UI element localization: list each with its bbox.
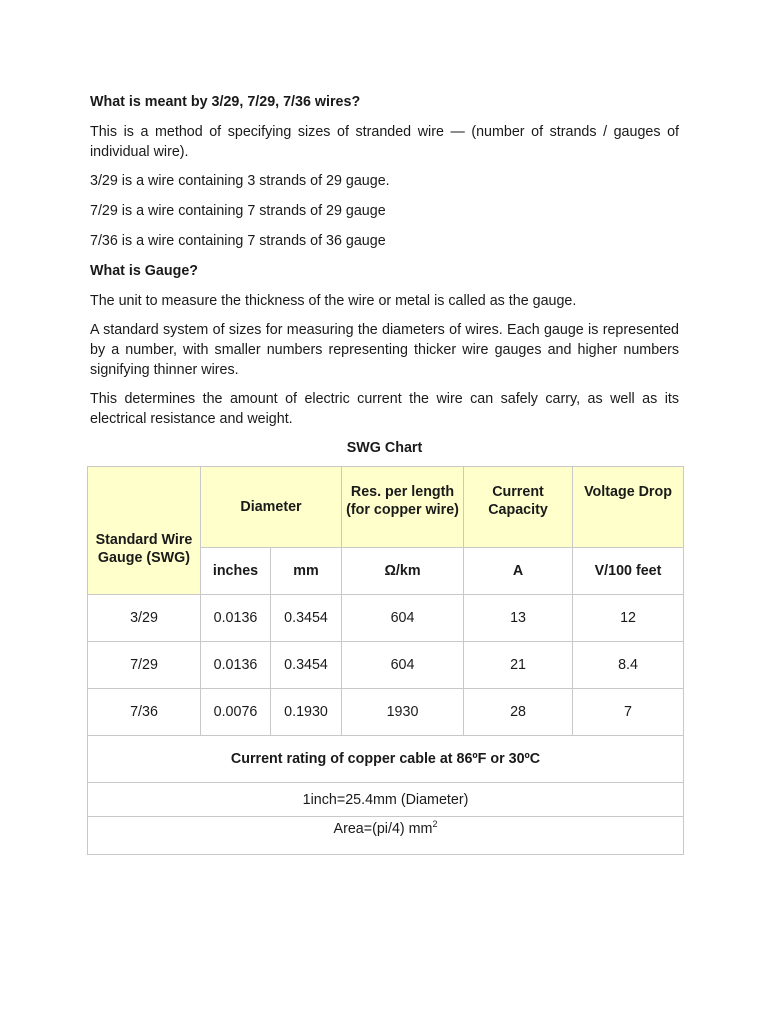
cell-mm: 0.3454 xyxy=(271,595,342,642)
wire-sizes-intro: This is a method of specifying sizes of stranded wire — (number of strands / gauges of individual wire). xyxy=(90,124,679,160)
header-res-line1: Res. per length xyxy=(350,484,455,500)
cell-res: 604 xyxy=(342,642,464,689)
gauge-importance: This determines the amount of electric current the wire can safely carry, as well as its electrical resistance and weight. xyxy=(90,391,679,427)
cell-voltage: 8.4 xyxy=(573,642,684,689)
cell-res: 604 xyxy=(342,595,464,642)
cell-mm: 0.3454 xyxy=(271,642,342,689)
unit-mm: mm xyxy=(271,548,342,595)
header-current-line1: Current xyxy=(492,484,544,500)
table-row xyxy=(88,642,684,689)
cell-current: 21 xyxy=(464,642,573,689)
cell-voltage: 7 xyxy=(573,689,684,736)
wire-example-3-29: 3/29 is a wire containing 3 strands of 29 gauge. xyxy=(90,173,390,189)
gauge-standard-system: A standard system of sizes for measuring the diameters of wires. Each gauge is represented by a number, with smaller numbers representing thicker wire gauges and higher numbers signifying thinner wires. xyxy=(90,322,679,378)
header-res-line2: (for copper wire) xyxy=(346,502,459,518)
header-swg xyxy=(88,467,201,595)
header-resistance xyxy=(342,467,464,548)
table-row xyxy=(88,595,684,642)
cell-swg: 3/29 xyxy=(88,595,201,642)
wire-example-7-29: 7/29 is a wire containing 7 strands of 29 gauge xyxy=(90,203,386,219)
unit-current: A xyxy=(464,548,573,595)
header-swg-line2: Gauge (SWG) xyxy=(97,549,191,566)
unit-voltage: V/100 feet xyxy=(573,548,684,595)
cell-res: 1930 xyxy=(342,689,464,736)
wire-example-7-36: 7/36 is a wire containing 7 strands of 36 gauge xyxy=(90,233,386,249)
header-voltage: Voltage Drop xyxy=(573,467,684,548)
cell-current: 13 xyxy=(464,595,573,642)
cell-swg: 7/29 xyxy=(88,642,201,689)
note-inch-conversion: 1inch=25.4mm (Diameter) xyxy=(88,783,684,817)
swg-table xyxy=(87,466,684,855)
unit-inches: inches xyxy=(201,548,271,595)
header-current-line2: Capacity xyxy=(488,502,548,518)
unit-res: Ω/km xyxy=(342,548,464,595)
cell-inches: 0.0136 xyxy=(201,642,271,689)
note-current-rating: Current rating of copper cable at 86ºF or 30ºC xyxy=(88,736,684,783)
table-row xyxy=(88,689,684,736)
note-area-formula xyxy=(88,817,684,855)
question-heading-gauge: What is Gauge? xyxy=(90,263,199,279)
cell-current: 28 xyxy=(464,689,573,736)
header-swg-line1: Standard Wire xyxy=(95,531,193,548)
note-area-superscript: 2 xyxy=(432,819,438,829)
cell-swg: 7/36 xyxy=(88,689,201,736)
document-body xyxy=(90,92,679,469)
header-current xyxy=(464,467,573,548)
cell-mm: 0.1930 xyxy=(271,689,342,736)
note-area-text: Area=(pi/4) mm xyxy=(333,821,433,837)
cell-voltage: 12 xyxy=(573,595,684,642)
swg-chart-title: SWG Chart xyxy=(346,440,423,456)
question-heading-wire-sizes: What is meant by 3/29, 7/29, 7/36 wires? xyxy=(90,94,361,110)
cell-inches: 0.0076 xyxy=(201,689,271,736)
gauge-definition: The unit to measure the thickness of the wire or metal is called as the gauge. xyxy=(90,293,577,309)
header-diameter: Diameter xyxy=(201,467,342,548)
cell-inches: 0.0136 xyxy=(201,595,271,642)
